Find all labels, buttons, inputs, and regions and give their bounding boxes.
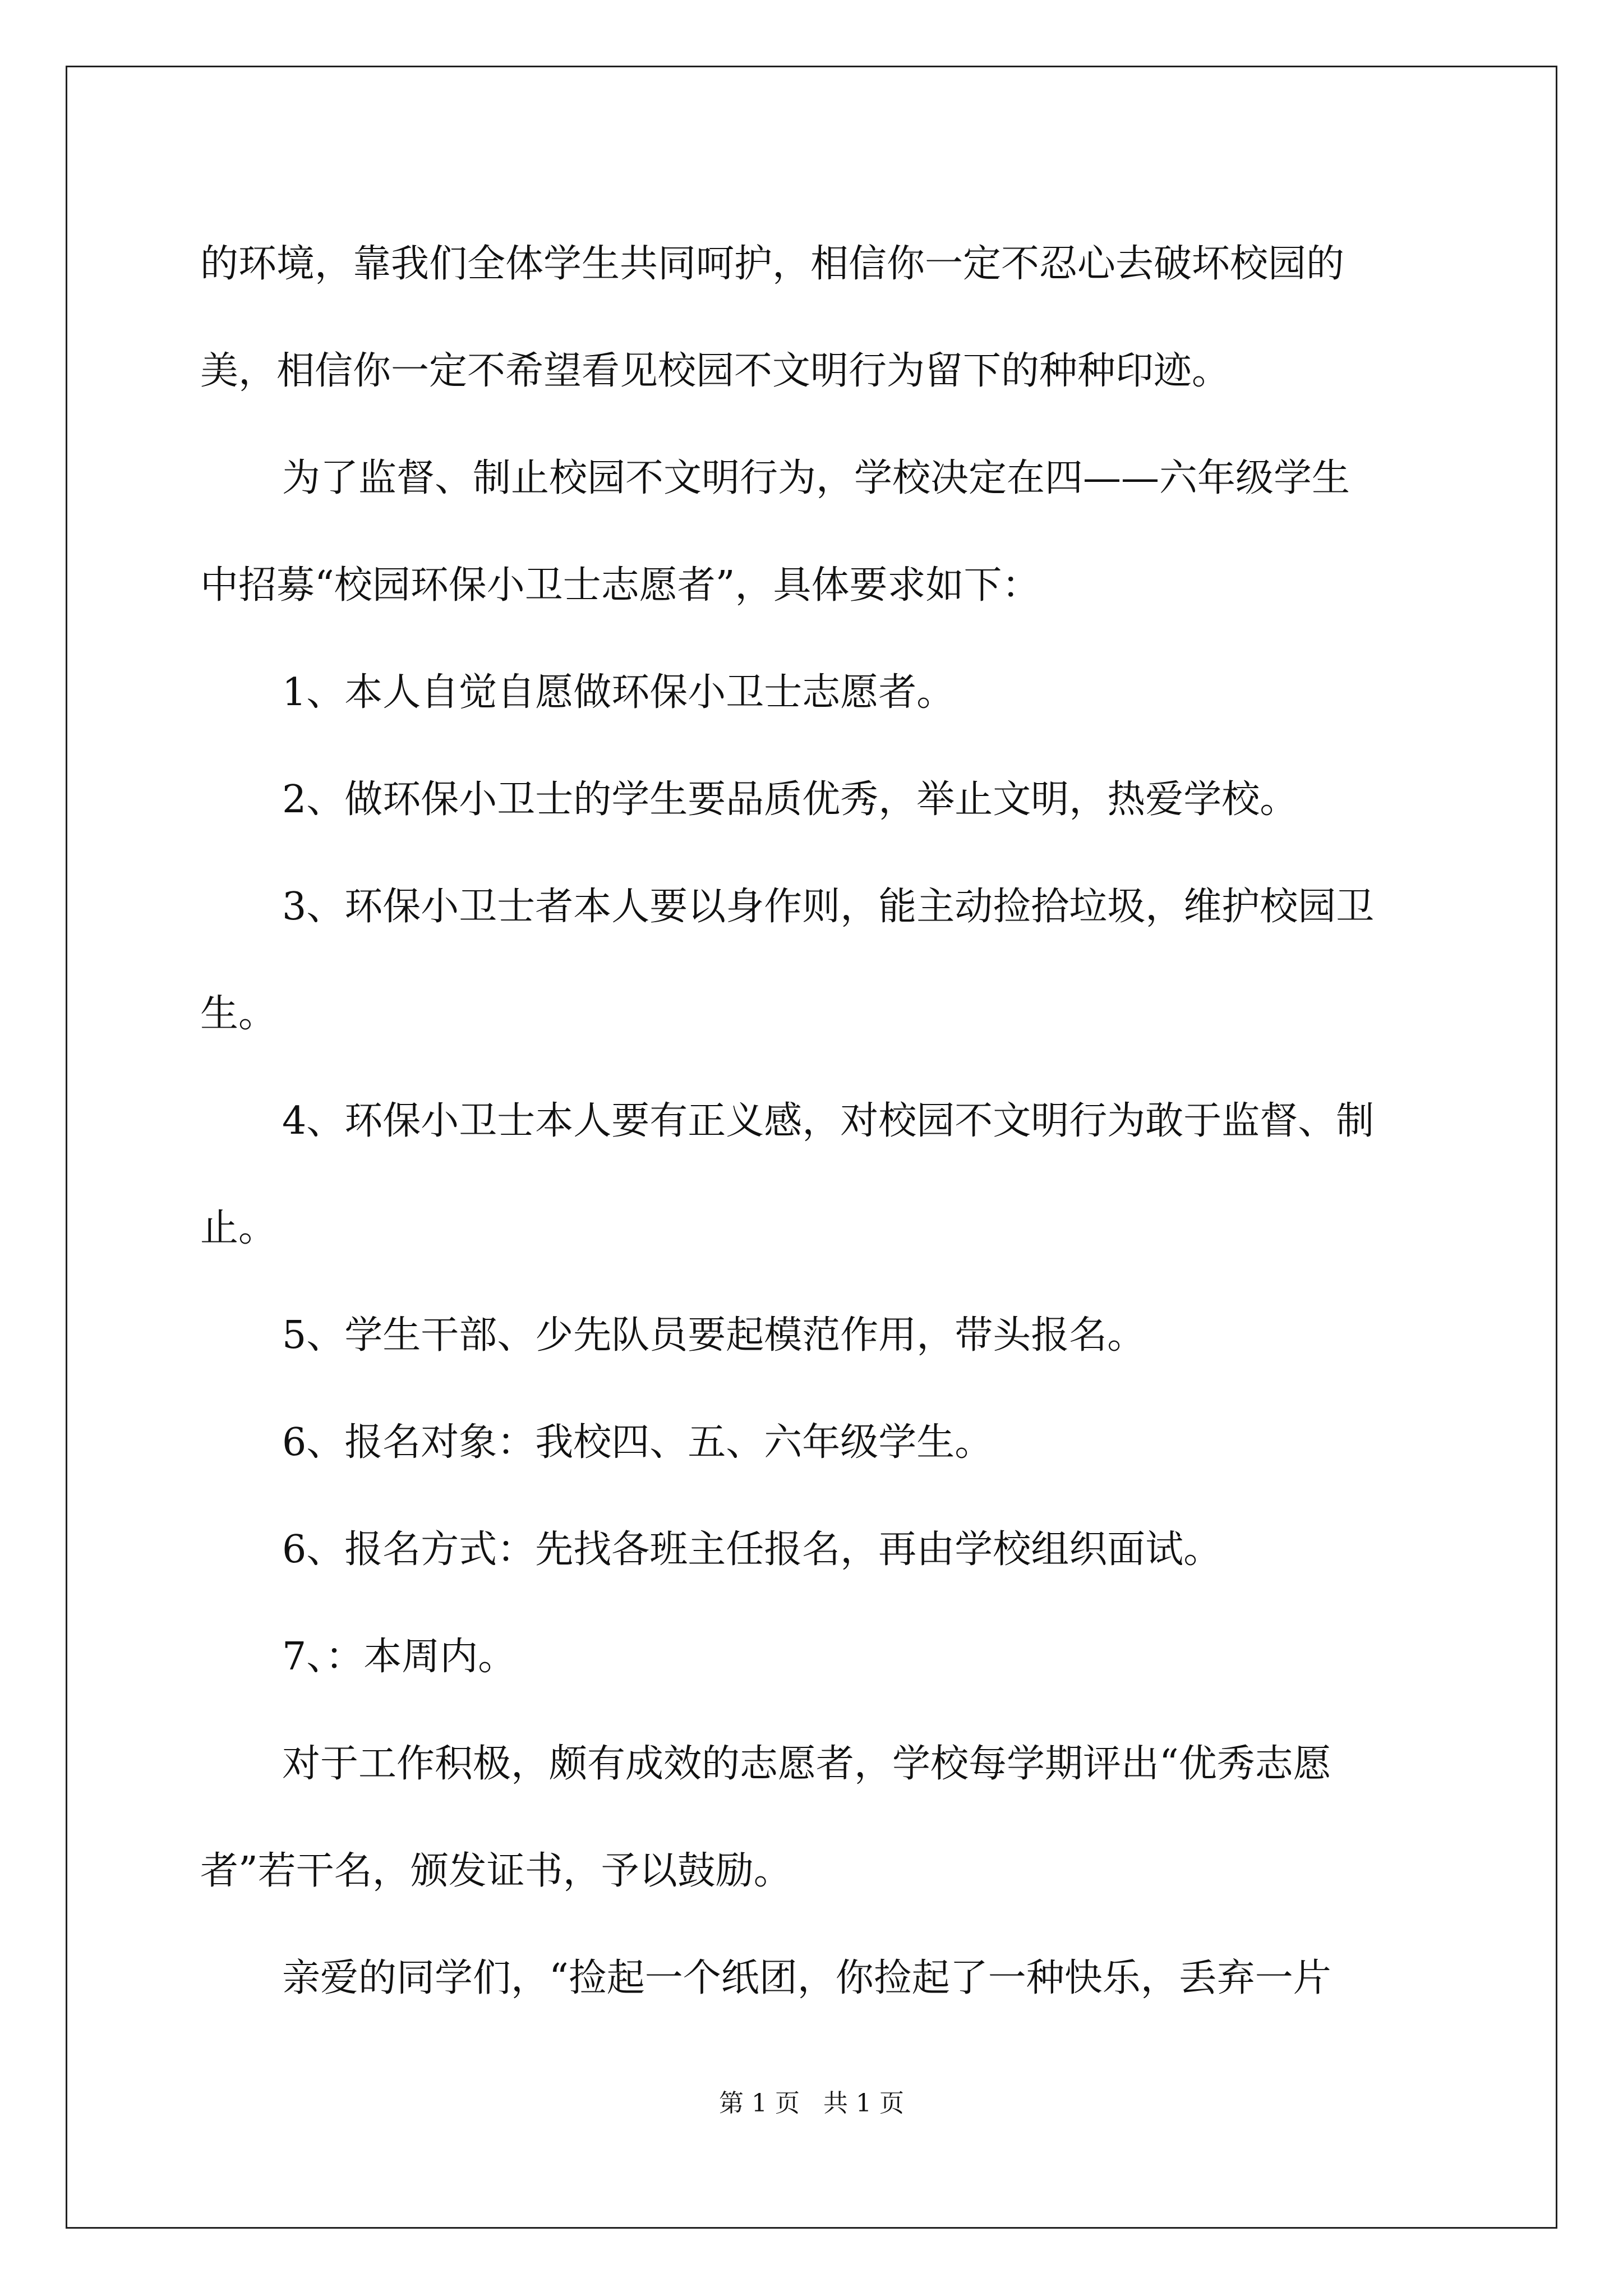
- document-body: [200, 210, 1428, 2032]
- list-item: 3、环保小卫士者本人要以身作则，能主动捡拾垃圾，维护校园卫: [282, 885, 1375, 929]
- list-item: 4、环保小卫士本人要有正义感，对校园不文明行为敢于监督、制: [282, 1099, 1375, 1143]
- list-item: 7、：本周内。: [282, 1635, 517, 1679]
- text-line: 者”若干名，颁发证书，予以鼓励。: [200, 1849, 792, 1893]
- text-line: 生。: [200, 992, 277, 1036]
- page-footer: 第 1 页 共 1 页: [719, 2089, 904, 2118]
- list-item: 6、报名方式：先找各班主任报名，再由学校组织面试。: [282, 1527, 1222, 1572]
- text-line: 止。: [200, 1206, 277, 1250]
- list-item: 1、本人自觉自愿做环保小卫士志愿者。: [282, 670, 955, 715]
- list-item: 6、报名对象：我校四、五、六年级学生。: [282, 1420, 993, 1465]
- paragraph-line: 为了监督、制止校园不文明行为，学校决定在四——六年级学生: [282, 456, 1350, 500]
- paragraph-line: 亲爱的同学们，“捡起一个纸团，你捡起了一种快乐，丢弃一片: [282, 1956, 1331, 2000]
- list-item: 2、做环保小卫士的学生要品质优秀，举止文明，热爱学校。: [282, 777, 1298, 822]
- paragraph-line: 对于工作积极，颇有成效的志愿者，学校每学期评出“优秀志愿: [282, 1742, 1331, 1786]
- list-item: 5、学生干部、少先队员要起模范作用，带头报名。: [282, 1313, 1146, 1358]
- text-line: 美，相信你一定不希望看见校园不文明行为留下的种种印迹。: [200, 349, 1230, 393]
- text-line: 中招募“校园环保小卫士志愿者”，具体要求如下：: [200, 563, 1040, 608]
- text-line: 的环境，靠我们全体学生共同呵护，相信你一定不忍心去破坏校园的: [200, 242, 1345, 286]
